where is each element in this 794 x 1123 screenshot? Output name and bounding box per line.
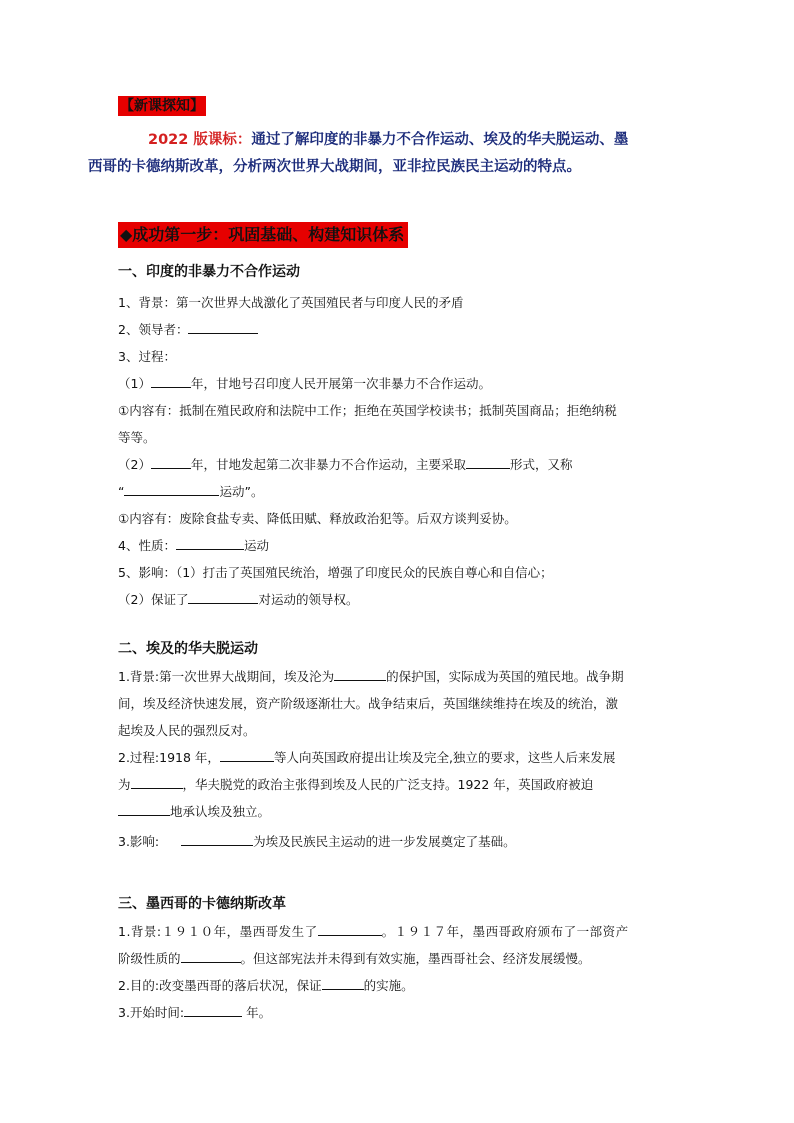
s2-l4-text-2: 等人向英国政府提出让埃及完全,独立的要求，这些人后来发展 (273, 750, 616, 765)
s1-l7-prefix: （2） (118, 457, 151, 472)
blank-field[interactable] (318, 922, 382, 936)
blank-field[interactable] (124, 482, 219, 496)
blank-field[interactable] (151, 455, 191, 469)
blank-field[interactable] (131, 775, 183, 789)
s2-l6-text: 地承认埃及独立。 (170, 804, 271, 819)
s1-leader-label: 2、领导者： (118, 322, 189, 337)
s3-line-3 (118, 976, 414, 994)
s1-l8-quote: “ (118, 484, 125, 499)
s3-l1-text-2: 。１９１７年，墨西哥政府颁布了一部资产 (381, 924, 629, 939)
s1-line-7 (118, 455, 572, 473)
s3-l2-text: 阶级性质的 (118, 951, 181, 966)
s2-l5-text-2: ，华夫脱党的政治主张得到埃及人民的广泛支持。1922 年，英国政府被迫 (182, 777, 594, 792)
s2-line-6 (118, 802, 270, 820)
s3-l3-text: 2.目的:改变墨西哥的落后状况，保证 (118, 978, 322, 993)
blank-field[interactable] (220, 748, 274, 762)
section-3-heading: 三、墨西哥的卡德纳斯改革 (118, 896, 286, 912)
s3-l2-text-2: 。但这部宪法并未得到有效实施，墨西哥社会、经济发展缓慢。 (240, 951, 591, 966)
s1-line-10 (118, 536, 269, 554)
s1-line-5: ①内容有：抵制在殖民政府和法院中工作；拒绝在英国学校读书；抵制英国商品；拒绝纳税 (118, 403, 617, 418)
s3-line-1 (118, 922, 629, 940)
s1-l12-text: 对运动的领导权。 (258, 592, 359, 607)
s1-l7-text: 年，甘地发起第二次非暴力不合作运动，主要采取 (190, 457, 466, 472)
blank-field[interactable] (151, 374, 191, 388)
blank-field[interactable] (188, 590, 258, 604)
curriculum-text-2: 西哥的卡德纳斯改革，分析两次世界大战期间，亚非拉民族民主运动的特点。 (88, 159, 581, 175)
s1-line-3: 3、过程： (118, 349, 176, 364)
s1-line-1: 1、背景：第一次世界大战激化了英国殖民者与印度人民的矛盾 (118, 295, 464, 310)
s2-l4-text: 2.过程:1918 年， (118, 750, 220, 765)
blank-field[interactable] (181, 949, 241, 963)
s2-line-1 (118, 667, 624, 685)
curriculum-standard (88, 127, 678, 181)
s3-l3-text-2: 的实施。 (363, 978, 414, 993)
s2-l1-text-2: 的保护国，实际成为英国的殖民地。战争期 (386, 669, 624, 684)
s2-l1-text: 1.背景:第一次世界大战期间，埃及沦为 (118, 669, 335, 684)
blank-field[interactable] (322, 976, 364, 990)
s2-line-7 (118, 832, 516, 850)
s1-l8-text: 运动”。 (219, 484, 264, 499)
new-lesson-tag: 【新课探知】 (120, 98, 204, 114)
s1-l7-suffix: 形式，又称 (509, 457, 573, 472)
s1-line-2 (118, 320, 258, 338)
blank-field[interactable] (181, 832, 253, 846)
s1-l4-text: 年，甘地号召印度人民开展第一次非暴力不合作运动。 (190, 376, 491, 391)
blank-field[interactable] (188, 320, 258, 334)
curriculum-text-1: 通过了解印度的非暴力不合作运动、埃及的华夫脱运动、墨 (251, 132, 629, 148)
s1-line-4 (118, 374, 491, 392)
blank-field[interactable] (334, 667, 386, 681)
s1-line-9: ①内容有：废除食盐专卖、降低田赋、释放政治犯等。后双方谈判妥协。 (118, 511, 517, 526)
s2-line-2: 间，埃及经济快速发展，资产阶级逐渐壮大。战争结束后，英国继续维持在埃及的统治，激 (118, 696, 619, 711)
s2-line-5 (118, 775, 593, 793)
s2-l7-label: 3.影响: (118, 834, 160, 849)
s1-l4-prefix: （1） (118, 376, 151, 391)
section-1-heading: 一、印度的非暴力不合作运动 (118, 264, 300, 280)
s3-l1-text: 1.背景:１９１０年，墨西哥发生了 (118, 924, 318, 939)
curriculum-label: 2022 版课标： (148, 132, 252, 148)
s3-l4-text: 年。 (246, 1005, 272, 1020)
s3-line-2 (118, 949, 591, 967)
section-2-heading: 二、埃及的华夫脱运动 (118, 641, 258, 657)
s2-line-4 (118, 748, 615, 766)
s1-line-6: 等等。 (118, 430, 156, 445)
blank-field[interactable] (118, 802, 170, 816)
s2-line-3: 起埃及人民的强烈反对。 (118, 723, 256, 738)
s1-line-8 (118, 482, 263, 500)
step-one-bar: ◆成功第一步：巩固基础、构建知识体系 (118, 222, 408, 248)
s3-l4-label: 3.开始时间: (118, 1005, 185, 1020)
blank-field[interactable] (184, 1003, 242, 1017)
s1-line-12 (118, 590, 358, 608)
s2-l5-text: 为 (118, 777, 131, 792)
s1-line-11: 5、影响：（1）打击了英国殖民统治，增强了印度民众的民族自尊心和自信心； (118, 565, 553, 580)
s1-l10-label: 4、性质： (118, 538, 176, 553)
blank-field[interactable] (466, 455, 510, 469)
blank-field[interactable] (176, 536, 244, 550)
s3-line-4 (118, 1003, 271, 1021)
s1-l12-prefix: （2）保证了 (118, 592, 189, 607)
s1-l10-text: 运动 (243, 538, 269, 553)
s2-l7-text: 为埃及民族民主运动的进一步发展奠定了基础。 (253, 834, 516, 849)
